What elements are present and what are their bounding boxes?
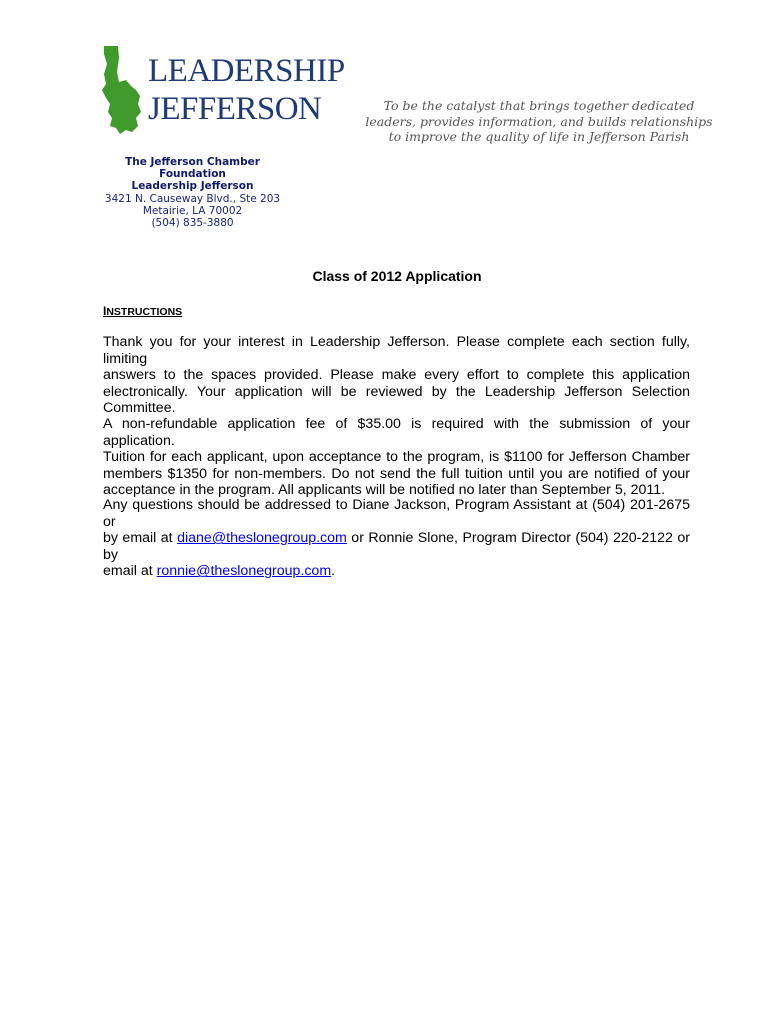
paragraph-fees [103,416,690,499]
jefferson-parish-map-icon [98,44,142,136]
tagline [360,98,718,145]
paragraph-line: Any questions should be addressed to Diane Jackson, Program Assistant at (504) 201-2675 or [103,497,690,530]
line-text: by email at [103,530,178,547]
email-link-diane[interactable]: diane@theslonegroup.com [177,530,347,547]
document-title: Class of 2012 Application [312,268,482,284]
heading-first-letter: I [103,304,107,318]
tagline-line-1: To be the catalyst that brings together dedicated [383,98,695,113]
email-link-ronnie[interactable]: ronnie@theslonegroup.com [156,563,332,580]
address-block [90,156,295,229]
paragraph-line: answers to the spaces provided. Please make every effort to complete this application [103,367,690,384]
street-address: 3421 N. Causeway Blvd., Ste 203 [104,192,281,205]
paragraph-intro [103,334,690,417]
phone-number: (504) 835-3880 [151,217,234,230]
heading-rest: NSTRUCTIONS [106,306,183,318]
city-state-zip: Metairie, LA 70002 [142,204,243,217]
paragraph-line: A non-refundable application fee of $35.00 is required with the submission of your application. [103,416,690,449]
logo-line-1: LEADERSHIP [148,53,345,89]
paragraph-line [103,563,690,580]
instructions-heading [103,304,182,318]
line-text: email at [103,563,157,580]
paragraph-line: Committee. [103,400,176,417]
tagline-line-3: to improve the quality of life in Jefferson Parish [388,129,690,144]
paragraph-line [103,530,690,563]
paragraph-line: acceptance in the program. All applicants will be notified no later than September 5, 2011. [103,482,666,499]
paragraph-line: Thank you for your interest in Leadership Jefferson. Please complete each section fully, limiting [103,334,690,367]
paragraph-line: members $1350 for non-members. Do not send the full tuition until you are notified of your [103,465,690,482]
line-text: or Ronnie Slone, Program Director (504) 220-2122 or by [103,530,690,563]
organization-name: The Jefferson Chamber Foundation [125,156,260,181]
paragraph-contacts [103,497,690,580]
tagline-line-2: leaders, provides information, and builds relationships [365,113,713,129]
logo-wordmark [148,52,345,128]
program-name: Leadership Jefferson [131,180,254,193]
line-text: . [331,563,336,580]
leadership-jefferson-logo [98,44,368,140]
paragraph-line: Tuition for each applicant, upon acceptance to the program, is $1100 for Jefferson Chamber [103,449,690,466]
logo-line-2: JEFFERSON [148,91,322,127]
paragraph-line: electronically. Your application will be reviewed by the Leadership Jefferson Selection [103,383,690,400]
